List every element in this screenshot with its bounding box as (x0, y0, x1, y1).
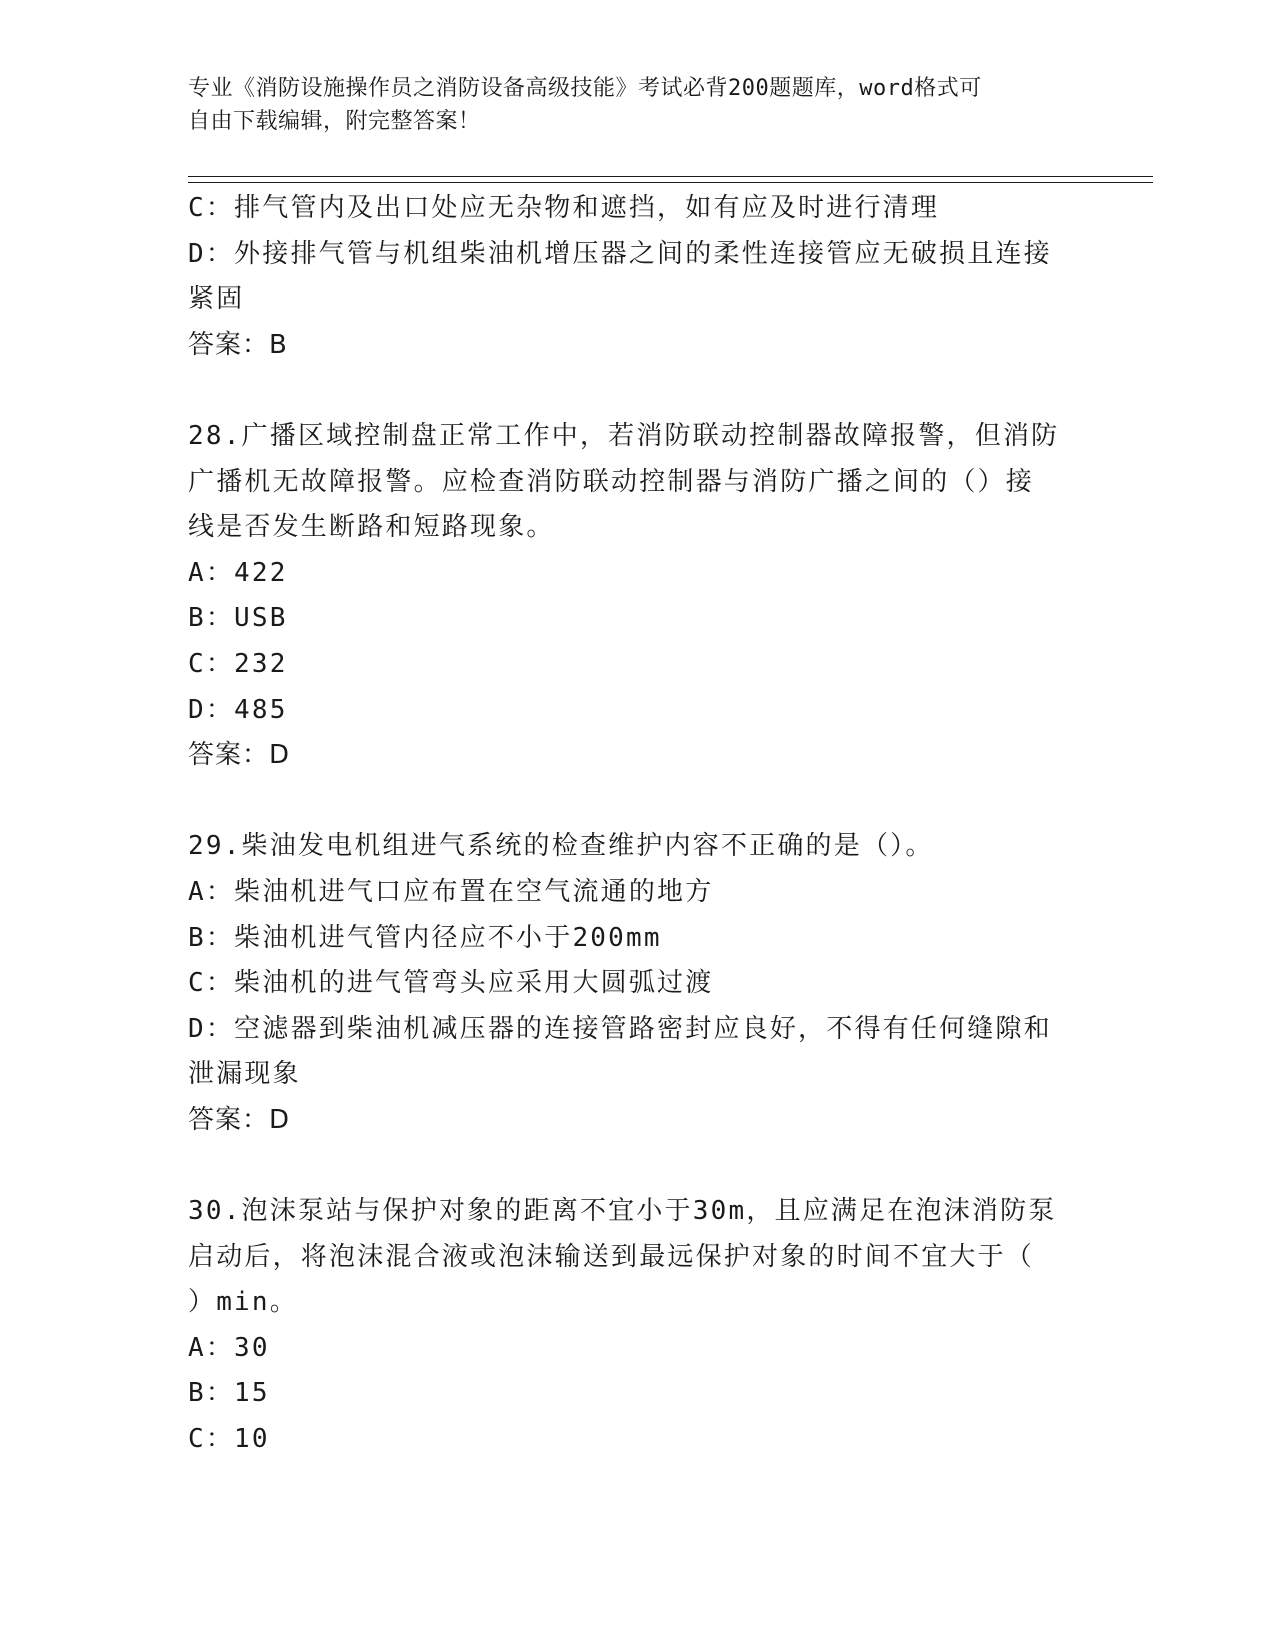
question-stem: ）min。 (188, 1287, 298, 1318)
question-stem: 启动后，将泡沫混合液或泡沫输送到最远保护对象的时间不宜大于（ (188, 1241, 1035, 1272)
answer-text: 答案：D (188, 1104, 291, 1135)
option-c: C：232 (188, 648, 288, 679)
option-d-continued: 泄漏现象 (188, 1059, 301, 1090)
option-a: A：30 (188, 1332, 270, 1363)
question-27-continued (188, 186, 1088, 368)
document-header (188, 72, 1068, 138)
question-list (188, 186, 1088, 1463)
option-c: C：柴油机的进气管弯头应采用大圆弧过渡 (188, 968, 714, 999)
question-spacer (188, 368, 1088, 414)
question-spacer (188, 1143, 1088, 1189)
question-stem: 28.广播区域控制盘正常工作中，若消防联动控制器故障报警，但消防 (188, 420, 1060, 451)
header-title-line-1: 专业《消防设施操作员之消防设备高级技能》考试必背200题题库，word格式可 (188, 76, 982, 101)
answer-text: 答案：D (188, 740, 291, 771)
option-d: D：空滤器到柴油机减压器的连接管路密封应良好，不得有任何缝隙和 (188, 1013, 1052, 1044)
option-a: A：柴油机进气口应布置在空气流通的地方 (188, 876, 714, 907)
question-stem: 线是否发生断路和短路现象。 (188, 512, 555, 543)
option-a: A：422 (188, 557, 288, 588)
header-divider (188, 176, 1153, 183)
option-d: D：485 (188, 694, 288, 725)
question-stem: 广播机无故障报警。应检查消防联动控制器与消防广播之间的（）接 (188, 466, 1035, 497)
option-b: B：USB (188, 603, 288, 634)
question-29 (188, 824, 1088, 1143)
option-b: B：柴油机进气管内径应不小于200mm (188, 922, 662, 953)
question-30 (188, 1189, 1088, 1463)
header-title-line-2: 自由下载编辑，附完整答案！ (188, 109, 481, 134)
option-b: B：15 (188, 1378, 270, 1409)
option-d-continued: 紧固 (188, 284, 245, 315)
question-stem: 30.泡沫泵站与保护对象的距离不宜小于30m，且应满足在泡沫消防泵 (188, 1196, 1057, 1227)
option-d: D：外接排气管与机组柴油机增压器之间的柔性连接管应无破损且连接 (188, 238, 1052, 269)
question-spacer (188, 779, 1088, 825)
answer-text: 答案：B (188, 329, 288, 360)
question-stem: 29.柴油发电机组进气系统的检查维护内容不正确的是（）。 (188, 831, 934, 862)
question-28 (188, 414, 1088, 779)
option-c: C：排气管内及出口处应无杂物和遮挡，如有应及时进行清理 (188, 193, 940, 223)
option-c: C：10 (188, 1424, 270, 1455)
